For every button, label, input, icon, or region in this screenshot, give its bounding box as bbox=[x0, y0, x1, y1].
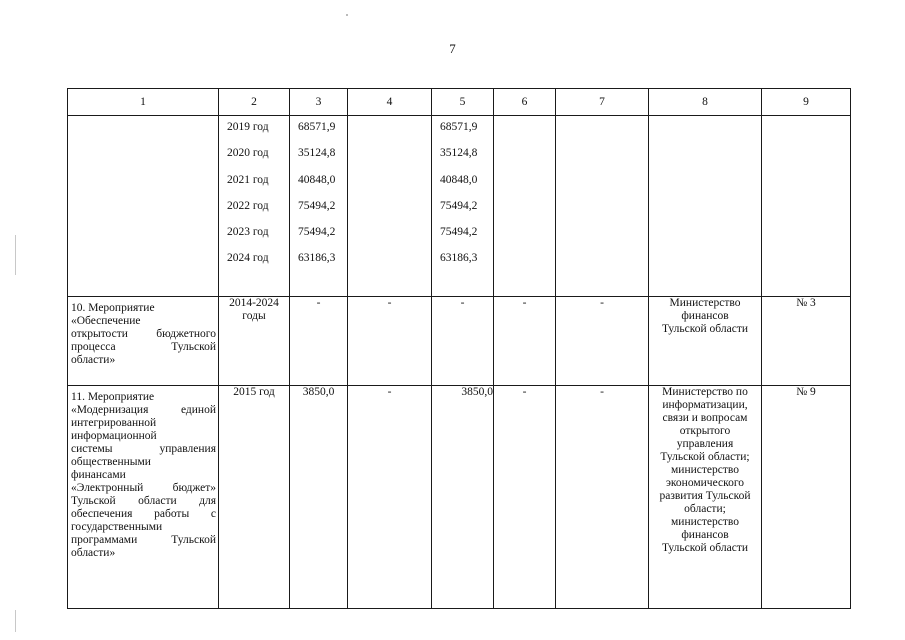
col4-cell: - bbox=[348, 386, 432, 609]
description-line: общественными bbox=[71, 456, 151, 468]
header-cell: 8 bbox=[649, 89, 762, 116]
period-cell bbox=[219, 297, 290, 386]
executor-line: финансов bbox=[681, 310, 729, 322]
executor-line: Министерство по bbox=[662, 386, 748, 398]
executor-line: Тульской области bbox=[661, 323, 748, 335]
executor-line: области; bbox=[684, 503, 726, 515]
amount-value: 35124,8 bbox=[298, 147, 336, 160]
col3-cell: - bbox=[290, 297, 348, 386]
header-cell: 2 bbox=[219, 89, 290, 116]
amount-value: 40848,0 bbox=[440, 173, 478, 186]
amount-value: 40848,0 bbox=[298, 173, 336, 186]
amount-value: 75494,2 bbox=[440, 226, 478, 239]
executor-line: министерство bbox=[671, 464, 739, 476]
header-cell: 1 bbox=[68, 89, 219, 116]
description-line: «Модернизация единой bbox=[71, 404, 216, 416]
amount-value: 35124,8 bbox=[440, 147, 478, 160]
empty-cell bbox=[494, 116, 556, 297]
description-line: процесса Тульской bbox=[71, 341, 216, 353]
header-cell: 4 bbox=[348, 89, 432, 116]
year-label: 2022 год bbox=[227, 199, 269, 212]
period-line: 2014-2024 bbox=[229, 297, 279, 309]
empty-cell bbox=[68, 116, 219, 297]
col5-cell: 3850,0 bbox=[432, 386, 494, 609]
description-line: обеспечения работы с bbox=[71, 508, 216, 520]
col4-cell: - bbox=[348, 297, 432, 386]
number-cell: № 9 bbox=[762, 386, 851, 609]
page-number: 7 bbox=[449, 41, 456, 56]
year-label: 2021 год bbox=[227, 173, 269, 186]
executor-cell bbox=[649, 386, 762, 609]
description-line: финансами bbox=[71, 469, 126, 481]
header-row bbox=[68, 89, 851, 116]
description-line: открытости бюджетного bbox=[71, 328, 216, 340]
col6-cell: - bbox=[494, 297, 556, 386]
scan-speck bbox=[346, 14, 348, 16]
year-label: 2023 год bbox=[227, 226, 269, 239]
amount-value: 68571,9 bbox=[440, 121, 478, 133]
executor-line: Тульской области bbox=[661, 542, 748, 554]
description-line: области» bbox=[71, 547, 116, 559]
executor-line: финансов bbox=[681, 529, 729, 541]
executor-line: Тульской области; bbox=[660, 451, 750, 463]
empty-cell bbox=[649, 116, 762, 297]
amount-value: 75494,2 bbox=[298, 199, 336, 212]
empty-cell bbox=[348, 116, 432, 297]
executor-line: связи и вопросам bbox=[662, 412, 748, 424]
activity-row-10 bbox=[68, 297, 851, 386]
empty-cell bbox=[556, 116, 649, 297]
executor-line: экономического bbox=[665, 477, 745, 489]
col5-cell: - bbox=[432, 297, 494, 386]
executor-cell bbox=[649, 297, 762, 386]
number-cell: № 3 bbox=[762, 297, 851, 386]
description-line: области» bbox=[71, 354, 116, 366]
executor-line: Министерство bbox=[669, 297, 741, 309]
program-table bbox=[67, 88, 851, 609]
col5-values-cell bbox=[432, 116, 494, 297]
executor-line: информатизации, bbox=[662, 399, 748, 411]
years-cell bbox=[219, 116, 290, 297]
description-line: интегрированной bbox=[71, 417, 157, 429]
description-line: 11. Мероприятие bbox=[71, 391, 155, 403]
amount-value: 68571,9 bbox=[298, 121, 336, 133]
year-label: 2024 год bbox=[227, 252, 269, 265]
description-line: Тульской области для bbox=[71, 495, 216, 507]
year-label: 2020 год bbox=[227, 147, 269, 160]
amount-value: 75494,2 bbox=[440, 199, 478, 212]
executor-line: управления bbox=[676, 438, 734, 450]
empty-cell bbox=[762, 116, 851, 297]
description-line: программами Тульской bbox=[71, 534, 216, 546]
amount-value: 63186,3 bbox=[298, 252, 336, 265]
description-line: государственными bbox=[71, 521, 163, 533]
amount-value: 63186,3 bbox=[440, 252, 478, 265]
binding-margin-mark bbox=[15, 610, 16, 632]
executor-line: открытого bbox=[679, 425, 731, 437]
description-line: системы управления bbox=[71, 443, 216, 455]
period-cell: 2015 год bbox=[219, 386, 290, 609]
executor-line: развития Тульской bbox=[659, 490, 751, 502]
header-cell: 9 bbox=[762, 89, 851, 116]
description-line: 10. Мероприятие bbox=[71, 302, 155, 314]
col7-cell: - bbox=[556, 297, 649, 386]
header-cell: 6 bbox=[494, 89, 556, 116]
col3-cell: 3850,0 bbox=[290, 386, 348, 609]
period-line: годы bbox=[242, 310, 266, 322]
header-cell: 3 bbox=[290, 89, 348, 116]
activity-row-11 bbox=[68, 386, 851, 609]
year-label: 2019 год bbox=[227, 121, 269, 133]
description-line: «Обеспечение bbox=[71, 315, 141, 327]
years-row bbox=[68, 116, 851, 297]
col3-values-cell bbox=[290, 116, 348, 297]
activity-description bbox=[68, 297, 219, 386]
col6-cell: - bbox=[494, 386, 556, 609]
description-line: «Электронный бюджет» bbox=[71, 482, 216, 494]
activity-description bbox=[68, 386, 219, 609]
col7-cell: - bbox=[556, 386, 649, 609]
header-cell: 5 bbox=[432, 89, 494, 116]
header-cell: 7 bbox=[556, 89, 649, 116]
amount-value: 75494,2 bbox=[298, 226, 336, 239]
description-line: информационной bbox=[71, 430, 157, 442]
executor-line: министерство bbox=[671, 516, 739, 528]
binding-margin-mark bbox=[15, 235, 16, 275]
